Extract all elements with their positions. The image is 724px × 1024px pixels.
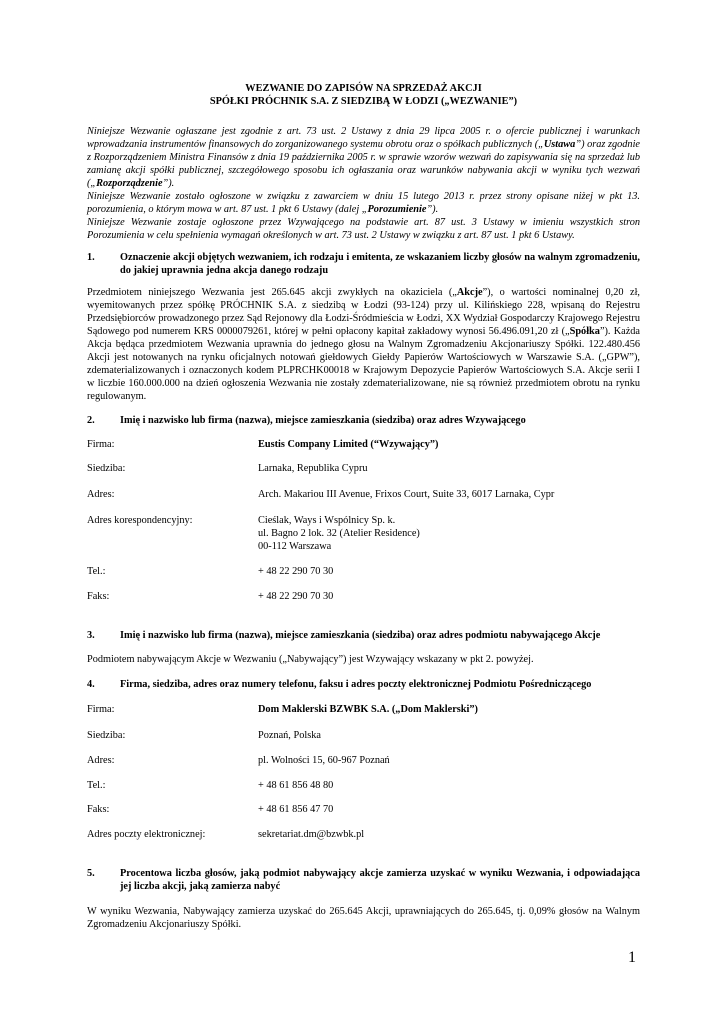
intro-paragraph-2 bbox=[87, 190, 640, 216]
row-label: Adres: bbox=[87, 755, 115, 766]
row-label: Faks: bbox=[87, 591, 110, 602]
intro-p1-text-a: Niniejsze Wezwanie ogłaszane jest zgodnie z art. 73 ust. 2 Ustawy z dnia 29 lipca 2005 r. o ofercie publicznej i warunkach wprowadzania instrumentów finansowych do zorganizowanego systemu obrotu oraz o spółkach publicznych („ bbox=[87, 126, 640, 150]
intro-p1-text-c: ”) oraz zgodnie z Rozporządzeniem Ministra Finansów z dnia 19 października 2005 r. w sprawie wzorów wezwań do zapisywania się na sprzedaż lub zamianę akcji spółki publicznej, szczegółowego sposobu ich ogłaszania oraz warunków nabywania akcji w wyniku tych wezwań („ bbox=[87, 139, 641, 189]
section-3-heading bbox=[87, 629, 640, 642]
intro-paragraph-1 bbox=[87, 125, 640, 190]
section-1-body bbox=[87, 286, 640, 403]
row-value: Poznań, Polska bbox=[258, 730, 321, 741]
row-value-line-2: ul. Bagno 2 lok. 32 (Atelier Residence) bbox=[258, 528, 420, 539]
row-value: Dom Maklerski BZWBK S.A. („Dom Maklerski”) bbox=[258, 704, 478, 715]
intro-p1-term-ustawa: Ustawa bbox=[543, 139, 576, 150]
section-5-heading-text: Procentowa liczba głosów, jaką podmiot nabywający akcje zamierza uzyskać w wyniku Wezwania, i odpowiadająca jej liczba akcji, jaką zamierza nabyć bbox=[120, 868, 640, 892]
row-label: Siedziba: bbox=[87, 730, 126, 741]
row-value: + 48 61 856 47 70 bbox=[258, 804, 334, 815]
section-2-heading-text: Imię i nazwisko lub firma (nazwa), miejsce zamieszkania (siedziba) oraz adres Wzywającego bbox=[120, 415, 526, 426]
row-value: + 48 61 856 48 80 bbox=[258, 780, 334, 791]
section-5-body-text: W wyniku Wezwania, Nabywający zamierza uzyskać do 265.645 Akcji, uprawniających do 265.645, tj. 0,09% głosów na Walnym Zgromadzeniu Akcjonariuszy Spółki. bbox=[87, 906, 640, 930]
intro-p2-text-a: Niniejsze Wezwanie zostało ogłoszone w związku z zawarciem w dniu 15 lutego 2013 r. przez strony opisane niżej w pkt 13. porozumienia, o którym mowa w art. 87 ust. 1 pkt 6 Ustawy (dalej „ bbox=[87, 191, 640, 215]
section-2-heading bbox=[87, 414, 640, 427]
section-1-number: 1. bbox=[87, 252, 95, 263]
section-3-body bbox=[87, 653, 640, 666]
title-line-2: SPÓŁKI PRÓCHNIK S.A. Z SIEDZIBĄ W ŁODZI („WEZWANIE”) bbox=[209, 95, 518, 107]
row-value: + 48 22 290 70 30 bbox=[258, 591, 334, 602]
section-1-term-spolka: Spółka bbox=[569, 326, 600, 337]
section-1-body-c: ”), o wartości nominalnej 0,20 zł, wyemitowanych przez spółkę PRÓCHNIK S.A. z siedzibą w Łodzi (93-124) przy ul. Kilińskiego 228, wpisaną do Rejestru Przedsiębiorców prowadzonego przez Sąd Rejonowy dla Łodzi-Śródmieścia w Łodzi, XX Wydział Gospodarczy Krajowego Rejestru Sądowego pod numerem KRS 0000079261, której w pełni opłacony kapitał zakładowy wynosi 56.496.091,20 zł („ bbox=[87, 287, 641, 337]
section-1-heading-text: Oznaczenie akcji objętych wezwaniem, ich rodzaju i emitenta, ze wskazaniem liczby głosów na walnym zgromadzeniu, do jakiej uprawnia jedna akcja danego rodzaju bbox=[120, 252, 640, 276]
section-2-number: 2. bbox=[87, 415, 95, 426]
row-label: Adres poczty elektronicznej: bbox=[87, 829, 206, 840]
row-value-line-3: 00-112 Warszawa bbox=[258, 541, 332, 552]
section-5-number: 5. bbox=[87, 868, 95, 879]
intro-paragraph-3: Niniejsze Wezwanie zostaje ogłoszone przez Wzywającego na podstawie art. 87 ust. 3 Ustawy w imieniu wszystkich stron Porozumienia w celu spełnienia wymagań określonych w art. 73 ust. 2 Ustawy w związku z art. 87 ust. 1 pkt 6 Ustawy. bbox=[87, 217, 640, 241]
row-value: pl. Wolności 15, 60-967 Poznań bbox=[258, 755, 390, 766]
row-label: Firma: bbox=[87, 439, 115, 450]
row-label: Firma: bbox=[87, 704, 115, 715]
document-title bbox=[87, 83, 640, 108]
row-value: Arch. Makariou III Avenue, Frixos Court, Suite 33, 6017 Larnaka, Cypr bbox=[258, 489, 555, 500]
page-number: 1 bbox=[628, 949, 636, 966]
section-4-heading-text: Firma, siedziba, adres oraz numery telefonu, faksu i adres poczty elektronicznej Podmiotu Pośredniczącego bbox=[120, 679, 592, 690]
section-4-heading bbox=[87, 678, 640, 691]
section-1-body-a: Przedmiotem niniejszego Wezwania jest 265.645 akcji zwykłych na okaziciela („ bbox=[87, 287, 457, 298]
row-value: + 48 22 290 70 30 bbox=[258, 566, 334, 577]
row-value bbox=[258, 514, 420, 553]
section-3-number: 3. bbox=[87, 630, 95, 641]
section-1-heading bbox=[87, 251, 640, 277]
intro-p2-text-c: ”). bbox=[426, 204, 439, 215]
row-value: sekretariat.dm@bzwbk.pl bbox=[258, 829, 365, 840]
section-1-body-e: ”). Każda Akcja będąca przedmiotem Wezwania uprawnia do jednego głosu na Walnym Zgromadzeniu Akcjonariuszy Spółki. 122.480.456 Akcji jest notowanych na rynku oficjalnych notowań giełdowych Giełdy Papierów Wartościowych w Warszawie S.A. („GPW”), zdematerializowanych i oznaczonych kodem PLPRCHK00018 w Krajowym Depozycie Papierów Wartościowych S.A. Akcje serii I w liczbie 160.000.000 na dzień ogłoszenia Wezwania nie zostały zdematerializowane, nie są również przedmiotem obrotu na rynku regulowanym. bbox=[87, 326, 640, 402]
row-label: Faks: bbox=[87, 804, 110, 815]
row-value: Eustis Company Limited (“Wzywający”) bbox=[258, 439, 439, 450]
section-3-body-text: Podmiotem nabywającym Akcje w Wezwaniu („Nabywający”) jest Wzywający wskazany w pkt 2. powyżej. bbox=[87, 654, 534, 665]
section-5-heading bbox=[87, 867, 640, 893]
section-1-term-akcje: Akcje bbox=[456, 287, 483, 298]
row-value: Larnaka, Republika Cypru bbox=[258, 463, 368, 474]
intro-p1-text-e: ”). bbox=[162, 178, 175, 189]
intro-p1-term-rozporzadzenie: Rozporządzenie bbox=[96, 178, 163, 189]
section-4-number: 4. bbox=[87, 679, 95, 690]
row-label: Adres: bbox=[87, 489, 115, 500]
section-3-heading-text: Imię i nazwisko lub firma (nazwa), miejsce zamieszkania (siedziba) oraz adres podmiotu nabywającego Akcje bbox=[120, 630, 601, 641]
row-label: Tel.: bbox=[87, 780, 106, 791]
intro-p2-term-porozumienie: Porozumienie bbox=[367, 204, 427, 215]
row-label: Tel.: bbox=[87, 566, 106, 577]
section-5-body bbox=[87, 905, 640, 931]
row-value-line-1: Cieślak, Ways i Wspólnicy Sp. k. bbox=[258, 515, 396, 526]
title-line-1: WEZWANIE DO ZAPISÓW NA SPRZEDAŻ AKCJI bbox=[245, 83, 482, 94]
row-label: Adres korespondencyjny: bbox=[87, 515, 193, 526]
intro-block bbox=[87, 125, 640, 242]
row-label: Siedziba: bbox=[87, 463, 126, 474]
